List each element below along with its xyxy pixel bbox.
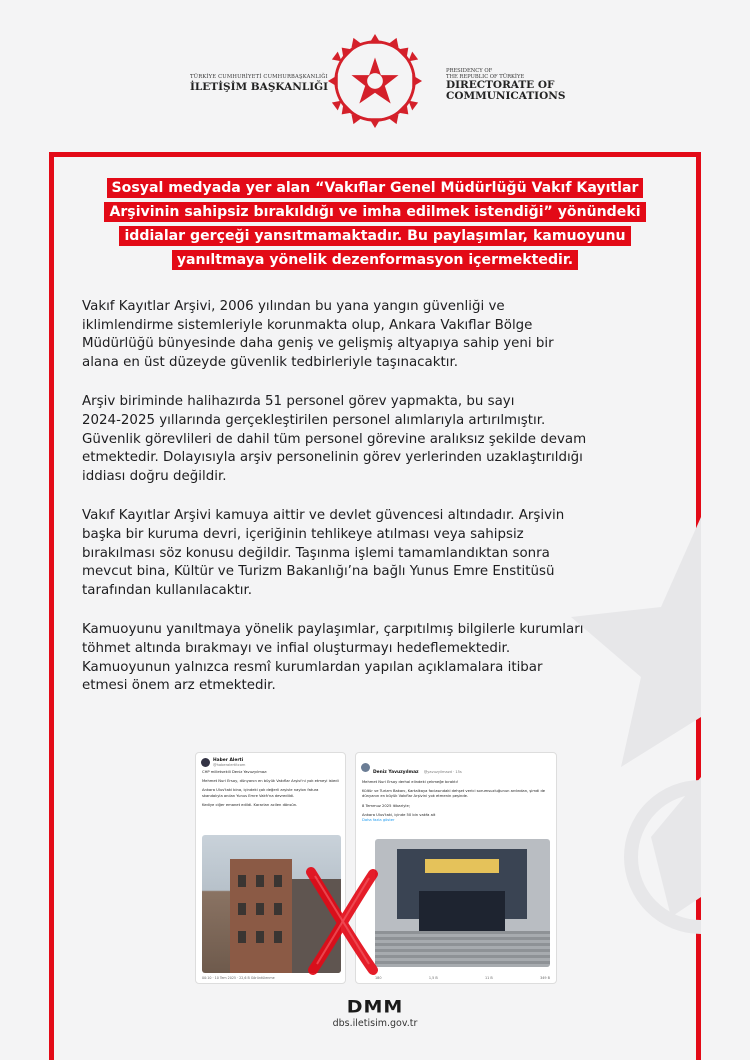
tweet-text-line: CHP milletvekili Deniz Yavuzyılmaz: xyxy=(202,770,268,774)
header xyxy=(0,0,750,150)
tweet-text-line: Kediye ciğer emanet edildi. Kararları acilen dönsün. xyxy=(202,802,298,807)
directorate-label-en-2: COMMUNICATIONS xyxy=(446,90,566,102)
paragraph-line: Arşiv biriminde halihazırda 51 personel görev yapmakta, bu sayı xyxy=(82,394,515,410)
tweet-text-line: Ankara Ulus'taki bina, içindeki çok değerli arşivle naylon fatura skandalıyla anılan Yunus Emre Vakfı'na devredildi. xyxy=(202,788,319,798)
paragraph-line: mevcut bina, Kültür ve Turizm Bakanlığı’na bağlı Yunus Emre Enstitüsü xyxy=(82,564,555,580)
paragraph-1 xyxy=(82,298,682,372)
paragraph-2 xyxy=(82,393,682,486)
presidency-label-en-1: PRESIDENCY OF xyxy=(446,68,493,74)
paragraph-line: etmektedir. Dolayısıyla arşiv personelinin görev yerlerinden uzaklaştırıldığı xyxy=(82,450,583,466)
paragraph-line: Güvenlik görevlileri de dahil tüm personel görevine aralıksız şekilde devam xyxy=(82,431,587,447)
tweet-text xyxy=(196,769,345,809)
tweet-text-line: Kültür ve Turizm Bakanı, Kartalkaya faciasındaki dehşet verici sorumsuzluğunun ardından, şimdi de dünyanın en büyük Vakıflar Arşivini yok etmenin peşinde. xyxy=(362,789,546,799)
paragraph-line: iddiası doğru değildir. xyxy=(82,468,227,484)
tweet-author-name: Deniz Yavuzyılmaz xyxy=(373,770,419,775)
avatar xyxy=(361,763,370,772)
presidency-label-tr: TÜRKİYE CUMHURİYETİ CUMHURBAŞKANLIĞI xyxy=(190,74,328,80)
retweet-count: 1,5 B xyxy=(428,976,438,980)
tweet-text-line: 8 Temmuz 2025 itibariyle; xyxy=(362,803,410,808)
headline-line: yanıltmaya yönelik dezenformasyon içermektedir. xyxy=(172,250,578,270)
website-url: dbs.iletisim.gov.tr xyxy=(332,1018,418,1029)
paragraph-line: alana en üst düzeyde güvenlik tedbirleriyle taşınacaktır. xyxy=(82,354,459,370)
paragraph-line: Kamuoyunu yanıltmaya yönelik paylaşımlar, çarpıtılmış bilgilerle kurumları xyxy=(82,622,584,638)
paragraph-3 xyxy=(82,507,682,600)
directorate-label-en-1: DIRECTORATE OF xyxy=(446,79,555,91)
headline-line: iddialar gerçeği yansıtmamaktadır. Bu paylaşımlar, kamuoyunu xyxy=(119,226,630,246)
avatar xyxy=(201,758,210,767)
institution-name-english xyxy=(446,68,565,102)
show-more-link: Daha fazla göster xyxy=(362,818,395,823)
tweet-author-handle: @yavuzyilmazd · 15s xyxy=(423,770,462,774)
reply-count: 180 xyxy=(375,976,382,980)
like-count: 11 B xyxy=(485,976,493,980)
tweet-photo-archive-entrance xyxy=(375,839,550,967)
paragraph-line: 2024-2025 yıllarında gerçekleştirilen personel alımlarıyla artırılmıştır. xyxy=(82,412,546,428)
headline-line: Sosyal medyada yer alan “Vakıflar Genel Müdürlüğü Vakıf Kayıtlar xyxy=(107,178,644,198)
paragraph-line: tarafından kullanılacaktır. xyxy=(82,582,252,598)
paragraph-line: Vakıf Kayıtlar Arşivi, 2006 yılından bu yana yangın güvenliği ve xyxy=(82,299,505,314)
paragraph-line: Kamuoyunun yalnızca resmî kurumlardan yapılan açıklamalara itibar xyxy=(82,659,543,675)
paragraph-line: Vakıf Kayıtlar Arşivi kamuya aittir ve devlet güvencesi altındadır. Arşivin xyxy=(82,508,565,524)
tweet-text-line: Ankara Ulus'taki, içinde 50 bin vakfa ait xyxy=(362,812,436,817)
paragraph-line: iklimlendirme sistemleriyle korunmakta olup, Ankara Vakıflar Bölge xyxy=(82,317,533,333)
tweet-text-line: Mehmet Nuri Ersoy, dünyanın en büyük Vakıflar Arşivi'ni yok etmeyi istedi xyxy=(202,779,339,784)
tweet-text-line: Mehmet Nuri Ersoy derhal elindeki çekmeğe bıraktı! xyxy=(362,780,459,784)
paragraph-line: etmesi önem arz etmektedir. xyxy=(82,678,276,694)
paragraph-line: Müdürlüğü bünyesinde daha geniş ve gelişmiş altyapıya sahip yeni bir xyxy=(82,336,554,352)
tweet-text xyxy=(356,779,556,824)
paragraph-line: bırakılması söz konusu değildir. Taşınma işlemi tamamlandıktan sonra xyxy=(82,545,550,561)
paragraph-4 xyxy=(82,621,682,695)
presidential-seal-icon xyxy=(326,32,424,130)
red-cross-icon xyxy=(303,864,381,978)
tweet-actions xyxy=(375,976,550,980)
tweet-screenshots xyxy=(195,752,557,984)
institution-name-turkish xyxy=(190,74,328,93)
presidency-label-en-2: THE REPUBLIC OF TÜRKİYE xyxy=(446,74,525,80)
paragraph-line: töhmet altında bırakmayı ve infial oluşturmayı hedeflemektedir. xyxy=(82,640,511,656)
paragraph-line: başka bir kuruma devri, içeriğinin tehlikeye atılması veya sahipsiz xyxy=(82,526,524,542)
dmm-logo: DMM xyxy=(346,997,404,1017)
headline-line: Arşivinin sahipsiz bırakıldığı ve imha edilmek istendiği” yönündeki xyxy=(104,202,645,222)
statement-body xyxy=(82,298,682,717)
headline xyxy=(80,177,670,273)
tweet-footer-meta: 00:10 · 10 Tem 2025 · 22,6 B Görüntülenme xyxy=(202,976,275,980)
directorate-label-tr: İLETİŞİM BAŞKANLIĞI xyxy=(190,81,329,93)
tweet-author-handle: @haberalertitcom xyxy=(213,763,246,767)
view-count: 349 B xyxy=(540,976,550,980)
footer xyxy=(0,996,750,1029)
tweet-author-name: Haber Alerti xyxy=(213,758,244,763)
tweet-card-deniz-yavuzyilmaz xyxy=(355,752,557,984)
